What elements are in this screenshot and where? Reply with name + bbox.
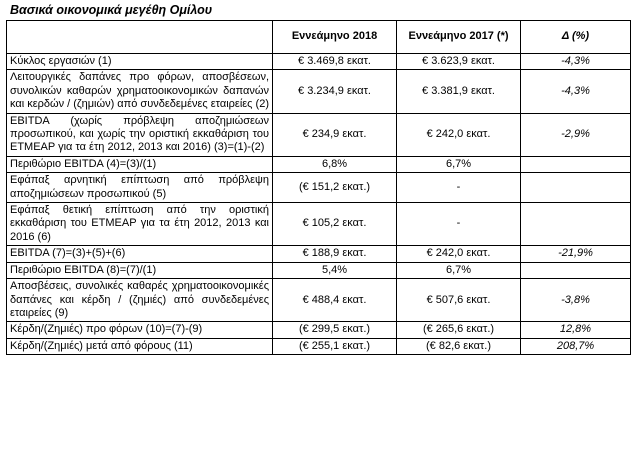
- row-value-2017: € 242,0 εκατ.: [397, 113, 521, 156]
- header-2017: Εννεάμηνο 2017 (*): [397, 21, 521, 54]
- table-row: [7, 322, 631, 338]
- page-title: Βασικά οικονομικά μεγέθη Ομίλου: [10, 3, 213, 17]
- table-row: [7, 246, 631, 262]
- table-row: [7, 338, 631, 354]
- row-label: Περιθώριο EBITDA (4)=(3)/(1): [7, 156, 273, 172]
- row-value-2017: 6,7%: [397, 262, 521, 278]
- row-value-2018: € 488,4 εκατ.: [273, 279, 397, 322]
- row-value-2018: € 3.469,8 εκατ.: [273, 54, 397, 70]
- row-value-2018: 5,4%: [273, 262, 397, 278]
- row-label: Κέρδη/(Ζημιές) προ φόρων (10)=(7)-(9): [7, 322, 273, 338]
- row-delta: -4,3%: [521, 54, 631, 70]
- row-label: Περιθώριο EBITDA (8)=(7)/(1): [7, 262, 273, 278]
- row-value-2018: € 234,9 εκατ.: [273, 113, 397, 156]
- table-header-row: [7, 21, 631, 54]
- row-label: EBITDA (χωρίς πρόβλεψη αποζημιώσεων προσωπικού, και χωρίς την οριστική εκκαθάριση του ΕΤΜΕΑΡ για τα έτη 2012, 2013 και 2016) (3)=(1)-(2): [7, 113, 273, 156]
- row-value-2017: 6,7%: [397, 156, 521, 172]
- row-delta: 208,7%: [521, 338, 631, 354]
- row-value-2017: € 3.623,9 εκατ.: [397, 54, 521, 70]
- row-label: Κέρδη/(Ζημιές) μετά από φόρους (11): [7, 338, 273, 354]
- row-delta: [521, 262, 631, 278]
- row-delta: -4,3%: [521, 70, 631, 113]
- header-2018: Εννεάμηνο 2018: [273, 21, 397, 54]
- row-value-2017: € 3.381,9 εκατ.: [397, 70, 521, 113]
- row-value-2017: -: [397, 203, 521, 246]
- row-value-2018: (€ 151,2 εκατ.): [273, 173, 397, 203]
- row-value-2017: -: [397, 173, 521, 203]
- row-value-2018: 6,8%: [273, 156, 397, 172]
- row-value-2017: € 242,0 εκατ.: [397, 246, 521, 262]
- row-label: Αποσβέσεις, συνολικές καθαρές χρηματοοικονομικές δαπάνες και κέρδη / (ζημιές) από συνδεδεμένες εταιρείες (9): [7, 279, 273, 322]
- row-value-2018: (€ 299,5 εκατ.): [273, 322, 397, 338]
- table-row: [7, 70, 631, 113]
- row-label: Εφάπαξ αρνητική επίπτωση από πρόβλεψη αποζημιώσεων προσωπικού (5): [7, 173, 273, 203]
- row-value-2018: € 105,2 εκατ.: [273, 203, 397, 246]
- header-delta: Δ (%): [521, 21, 631, 54]
- table-row: [7, 173, 631, 203]
- row-label: EBITDA (7)=(3)+(5)+(6): [7, 246, 273, 262]
- table-row: [7, 156, 631, 172]
- row-value-2017: (€ 82,6 εκατ.): [397, 338, 521, 354]
- table-row: [7, 262, 631, 278]
- header-label-cell: [7, 21, 273, 54]
- row-value-2017: (€ 265,6 εκατ.): [397, 322, 521, 338]
- row-value-2018: (€ 255,1 εκατ.): [273, 338, 397, 354]
- row-value-2018: € 3.234,9 εκατ.: [273, 70, 397, 113]
- row-delta: [521, 156, 631, 172]
- table-row: [7, 279, 631, 322]
- row-label: Λειτουργικές δαπάνες προ φόρων, αποσβέσεων, συνολικών καθαρών χρηματοοικονομικών δαπανών και κερδών / (ζημιών) από συνδεδεμένες εταιρείες (2): [7, 70, 273, 113]
- row-delta: 12,8%: [521, 322, 631, 338]
- row-delta: [521, 173, 631, 203]
- table-row: [7, 203, 631, 246]
- table-row: [7, 54, 631, 70]
- row-delta: -3,8%: [521, 279, 631, 322]
- row-value-2018: € 188,9 εκατ.: [273, 246, 397, 262]
- row-delta: -21,9%: [521, 246, 631, 262]
- row-label: Εφάπαξ θετική επίπτωση από την οριστική εκκαθάριση του ΕΤΜΕΑΡ για τα έτη 2012, 2013 και 2016 (6): [7, 203, 273, 246]
- financial-table: [6, 20, 631, 355]
- row-label: Κύκλος εργασιών (1): [7, 54, 273, 70]
- row-delta: [521, 203, 631, 246]
- row-value-2017: € 507,6 εκατ.: [397, 279, 521, 322]
- table-row: [7, 113, 631, 156]
- row-delta: -2,9%: [521, 113, 631, 156]
